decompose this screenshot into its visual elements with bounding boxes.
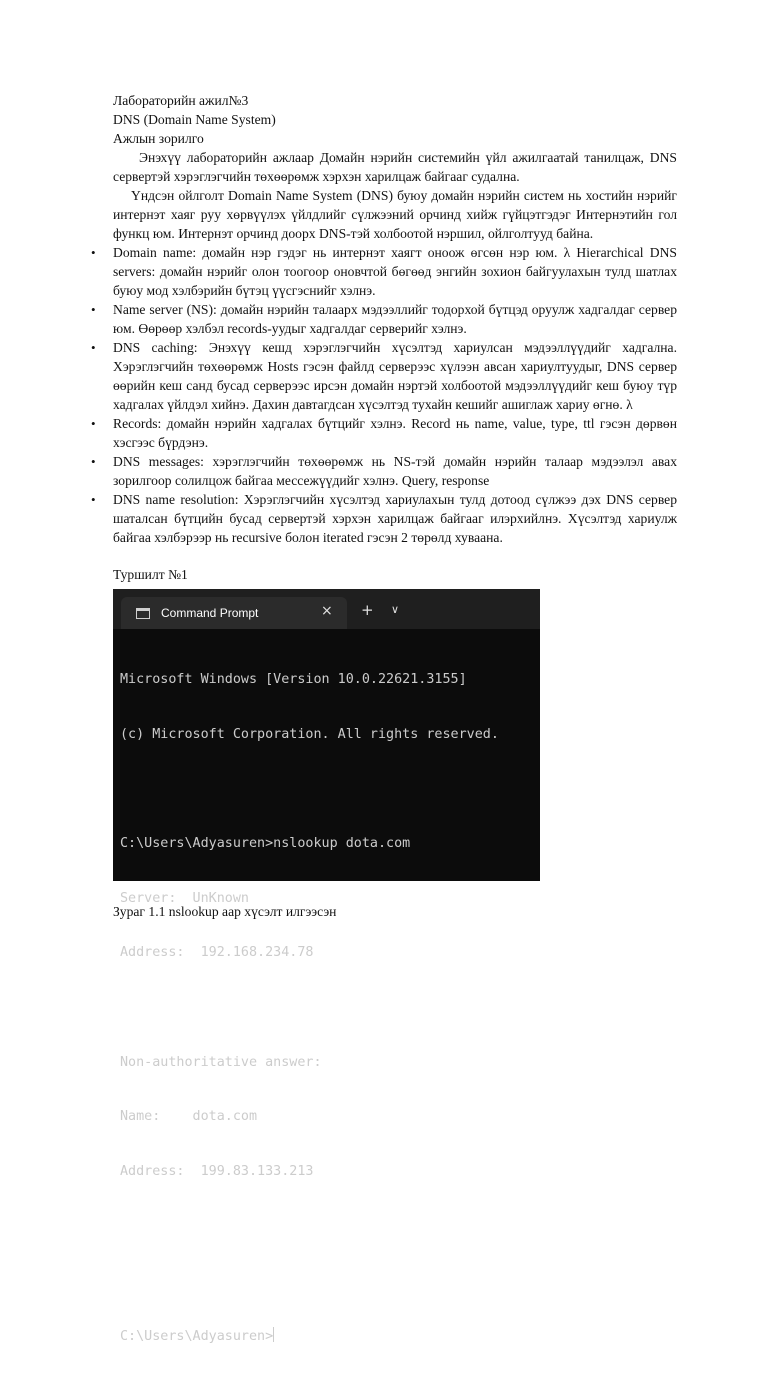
list-item — [91, 452, 677, 490]
terminal-line: Address: 199.83.133.213 — [120, 1163, 314, 1179]
bullet-icon: • — [91, 245, 96, 260]
list-item-text: Records: домайн нэрийн хадгалах бүтцийг хэлнэ. Record нь name, value, type, ttl гэсэн дөрвөн хэсгээс бүрдэнэ. — [113, 416, 677, 450]
tab-command-prompt[interactable] — [121, 597, 347, 629]
objective-heading: Ажлын зорилго — [113, 131, 204, 146]
list-item-text: Name server (NS): домайн нэрийн талаарх мэдээллийг тодорхой бүтцэд оруулж хадгалдаг сервер юм. Өөрөөр хэлбэл records-уудыг хадгалдаг серверийг хэлнэ. — [113, 302, 677, 336]
close-icon[interactable]: × — [321, 603, 333, 619]
terminal-output[interactable] — [120, 635, 536, 1381]
lab-title: Лабораторийн ажил№3 — [113, 93, 249, 108]
list-item-text: DNS messages: хэрэглэгчийн төхөөрөмж нь NS-тэй домайн нэрийн талаар мэдээлэл авах зорилгоор солилцож байгаа мессежүүдийг хэлнэ. Query, response — [113, 454, 677, 488]
list-item — [91, 490, 677, 547]
list-item — [91, 300, 677, 338]
terminal-line: Address: 192.168.234.78 — [120, 945, 314, 961]
terminal-icon — [136, 608, 150, 619]
terminal-titlebar — [113, 589, 540, 629]
chevron-down-icon[interactable]: ∨ — [391, 603, 400, 616]
lab-subtitle: DNS (Domain Name System) — [113, 112, 276, 127]
bullet-icon: • — [91, 454, 96, 469]
list-item — [91, 414, 677, 452]
intro-paragraph: Энэхүү лабораторийн ажлаар Домайн нэрийн системийн үйл ажилгаатай танилцаж, DNS сервертэй хэрэглэгчийн төхөөрөмж хэрхэн харилцаж байгааг судална. — [113, 150, 677, 184]
figure-caption: Зураг 1.1 nslookup аар хүсэлт илгээсэн — [113, 904, 337, 919]
terminal-prompt-line — [120, 1327, 536, 1345]
text-cursor — [273, 1327, 274, 1342]
plus-icon[interactable]: + — [361, 601, 374, 619]
terminal-line — [120, 1272, 536, 1290]
list-item — [91, 243, 677, 300]
terminal-line: C:\Users\Adyasuren>nslookup dota.com — [120, 836, 411, 852]
bullet-icon: • — [91, 492, 96, 507]
list-item-text: DNS name resolution: Хэрэглэгчийн хүсэлтэд хариулахын тулд дотоод сүлжээ дэх DNS сервер шаталсан бүтцийн бусад сервертэй хэрхэн харилцаж байгааг илэрхийлнэ. Хүсэлтэд хариулж байгаа хэлбэрээр нь recursive болон iterated гэсэн 2 төрөлд хуваана. — [113, 492, 677, 545]
terminal-line — [120, 781, 536, 799]
terminal-line: Server: UnKnown — [120, 890, 249, 906]
document-body — [91, 91, 677, 584]
basics-paragraph: Үндсэн ойлголт Domain Name System (DNS) буюу домайн нэрийн систем нь хостийн нэрийг интернэт хаяг руу хөрвүүлэх үйлдлийг сүлжээний орчинд хийж гүйцэтгэдэг Интернэтийн гол функц юм. Интернэт орчинд доорх DNS-тэй холбоотой нэршил, ойлголтууд байна. — [113, 188, 677, 241]
terminal-line: Name: dota.com — [120, 1109, 258, 1125]
terminal-line: (c) Microsoft Corporation. All rights reserved. — [120, 727, 499, 742]
list-item-text: Domain name: домайн нэр гэдэг нь интернэт хаягт оноож өгсөн нэр юм. λ Hierarchical DNS servers: домайн нэрийг олон тоогоор оновчтой бөгөөд энгийн зохион байгуулахын тулд шатлах буюу мод хэлбэрийн бүтэц үүсгэснийг хэлнэ. — [113, 245, 677, 298]
terminal-line: Microsoft Windows [Version 10.0.22621.3155] — [120, 672, 467, 688]
tab-label: Command Prompt — [161, 606, 259, 620]
list-item — [91, 338, 677, 414]
terminal-line: Non-authoritative answer: — [120, 1054, 322, 1070]
bullet-icon: • — [91, 302, 96, 317]
concept-list — [91, 243, 677, 547]
bullet-icon: • — [91, 340, 96, 355]
experiment-heading: Туршилт №1 — [113, 567, 188, 582]
terminal-line — [120, 1217, 536, 1235]
bullet-icon: • — [91, 416, 96, 431]
list-item-text: DNS caching: Энэхүү кешд хэрэглэгчийн хүсэлтэд хариулсан мэдээллүүдийг хадгална. Хэрэглэгчийн төхөөрөмж Hosts гэсэн файлд серверээс хүлээн авсан хариултуудыг, DNS сервер өөрийн кеш санд бусад серверээс ирсэн домайн нэртэй холбоотой мэдээллүүдийг кеш буюу түр хадгалах үйлдэл хийнэ. Дахин давтагдсан хүсэлтэд тухайн кешийг ашиглаж хариу өгнө. λ — [113, 340, 677, 412]
terminal-line — [120, 999, 536, 1017]
terminal-prompt: C:\Users\Adyasuren> — [120, 1328, 274, 1344]
